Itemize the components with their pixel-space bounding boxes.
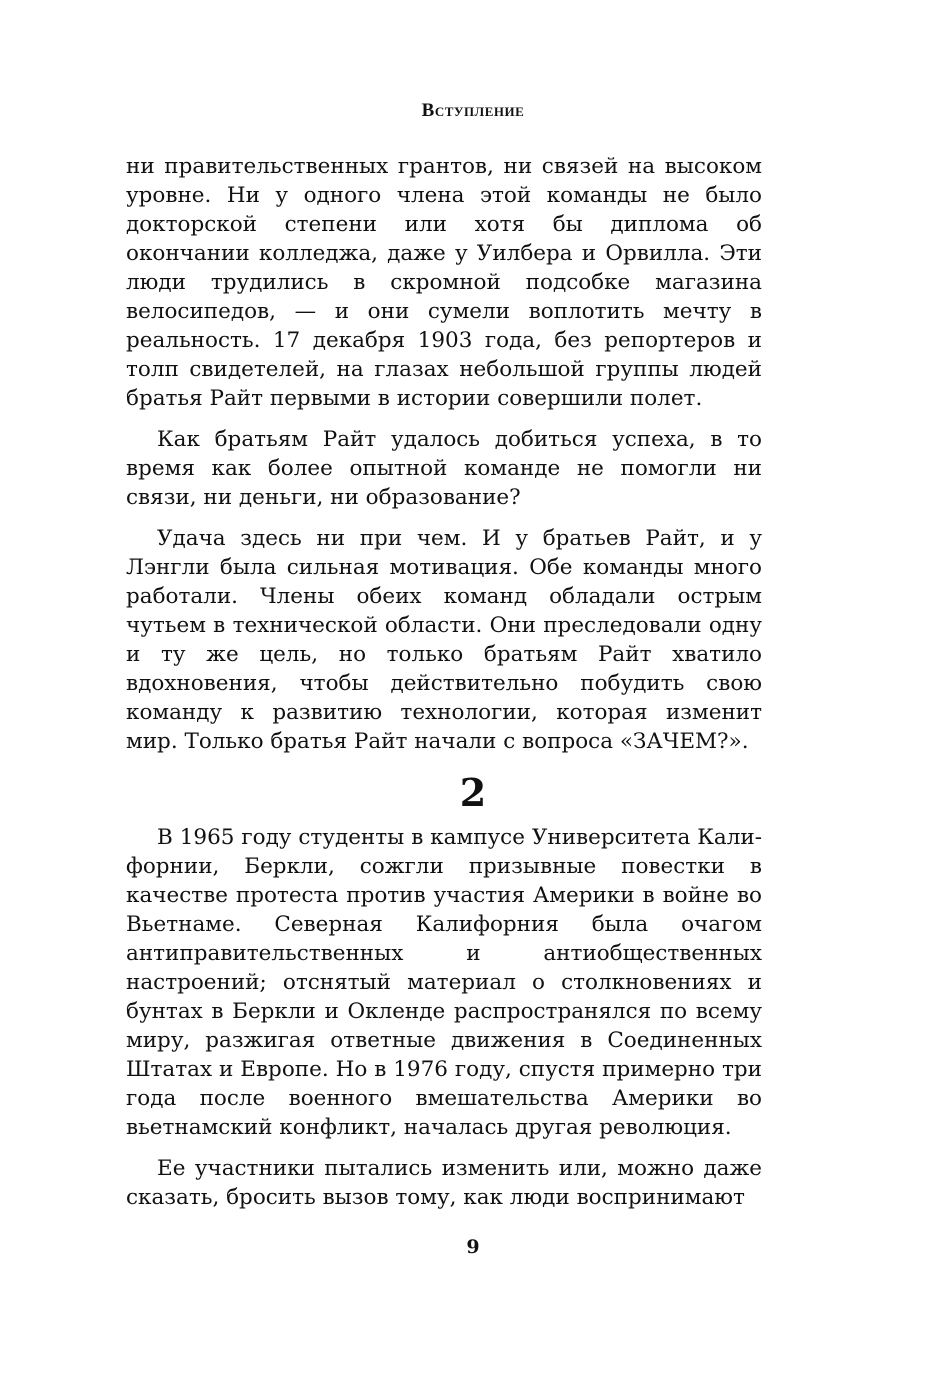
paragraph: Удача здесь ни при чем. И у братьев Райт, и у Лэнгли была сильная мотивация. Обе команды много работали. Члены обеих команд обладали острым чутьем в технической области. Они преследовали одну и ту же цель, но только братьям Райт хватило вдохновения, чтобы действительно побудить свою команду к развитию технологии, которая изменит мир. Только братья Райт начали с вопроса «ЗАЧЕМ?».: [126, 526, 762, 754]
paragraph: В 1965 году студенты в кампусе Университета Калифорнии, Беркли, сожгли призывные повестки в качестве протеста против участия Америки в войне во Вьетнаме. Северная Калифорния была очагом антиправительственных и антиобщественных настроений; отснятый материал о столкновениях и бунтах в Беркли и Окленде распространялся по всему миру, разжигая ответные движения в Соединенных Штатах и Европе. Но в 1976 году, спустя примерно три года после военного вмешательства Америки во вьетнамский конфликт, началась другая революция.: [126, 825, 762, 1140]
page-number: 9: [466, 1236, 480, 1258]
paragraph-continuation: ни правительственных грантов, ни связей на высоком уровне. Ни у одного члена этой команды не было докторской степени или хотя бы диплома об окончании колледжа, даже у Уилбера и Орвилла. Эти люди трудились в скромной подсобке магазина велосипедов, — и они сумели воплотить мечту в реальность. 17 декабря 1903 года, без репортеров и толп свидетелей, на глазах небольшой группы людей братья Райт первыми в истории совершили полет.: [126, 154, 762, 411]
text-block-bottom: [126, 823, 762, 1212]
text-block-top: [126, 152, 762, 756]
running-head: Вступление: [421, 100, 525, 121]
section-number: 2: [459, 770, 487, 815]
paragraph: Ее участники пытались изменить или, можно даже сказать, бросить вызов тому, как люди воспринимают: [126, 1156, 762, 1210]
paragraph: Как братьям Райт удалось добиться успеха, в то время как более опытной команде не помогли ни связи, ни деньги, ни образование?: [126, 427, 762, 510]
